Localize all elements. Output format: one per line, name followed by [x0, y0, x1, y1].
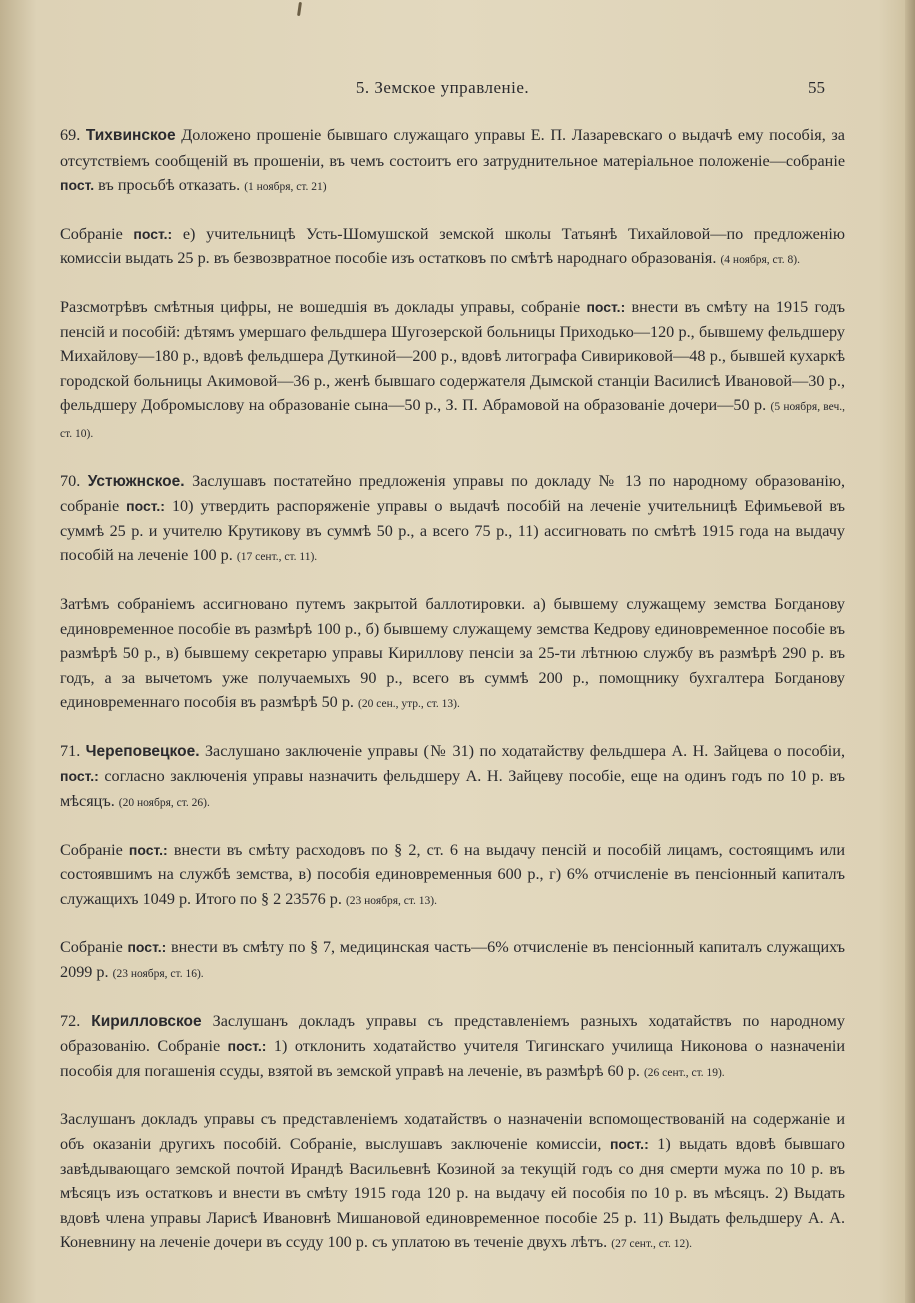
- paragraph-text: въ просьбѣ отказать.: [98, 176, 241, 195]
- paragraph-lead: Собраніе: [60, 224, 123, 243]
- paragraph-71-medical: [60, 935, 845, 986]
- session-reference: (23 ноября, ст. 16).: [112, 968, 204, 981]
- session-reference: (17 сент., ст. 11).: [236, 551, 318, 564]
- page-header: [60, 78, 825, 106]
- page-body: [60, 123, 845, 1279]
- session-reference: (23 ноября, ст. 13).: [345, 894, 437, 907]
- paragraph-text: 10) утвердить распоряженіе управы о выдачѣ пособій на леченіе учительницѣ Ефимьевой въ суммѣ 25 р. и учителю Крутикову въ суммѣ 50 р., а всего 75 р., 11) ассигновать по смѣтѣ 1915 года на выдачу пособій на леченіе 100 р.: [60, 497, 846, 565]
- session-reference: (4 ноября, ст. 8).: [720, 254, 801, 267]
- district-name: Череповецкое.: [85, 742, 200, 760]
- resolution-marker: пост.:: [227, 1038, 267, 1055]
- paragraph-text: внести въ смѣту по § 7, медицинская часть—6% отчисленіе въ пенсіонный капиталъ служащихъ 2099 р.: [60, 938, 846, 982]
- paragraph-72: [60, 1009, 845, 1086]
- paragraph-69-budget: [60, 295, 845, 447]
- session-reference: (1 ноября, ст. 21): [244, 181, 327, 194]
- paragraph-lead: Разсмотрѣвъ смѣтныя цифры, не вошедшія въ доклады управы, собраніе: [60, 297, 581, 316]
- paragraph-70: [60, 469, 845, 570]
- session-reference: (26 сент., ст. 19).: [643, 1066, 725, 1079]
- resolution-marker: пост.:: [60, 768, 99, 785]
- paragraph-text: Заслушавъ постатейно предложенія управы по докладу № 13 по народному образованію, собраніе: [60, 471, 845, 516]
- paragraph-69-e: [60, 222, 845, 273]
- session-reference: (5 ноября, веч., ст. 10).: [60, 401, 846, 440]
- paragraph-70-ballot: [60, 592, 845, 717]
- paragraph-69: [60, 123, 845, 200]
- district-name: Устюжнское.: [87, 472, 185, 490]
- paragraph-71-expenses: [60, 838, 845, 914]
- resolution-marker: пост.:: [127, 939, 167, 956]
- page-binding-shadow: [905, 0, 915, 1303]
- paragraph-text: внести въ смѣту на 1915 годъ пенсій и пособій: дѣтямъ умершаго фельдшера Шугозерской больницы Приходько—120 р., бывшему фельдшеру Михайлову—180 р., вдовѣ фельдшера Дуткиной—200 р., вдовѣ литографа Сивириковой—48 р., бывшей кухаркѣ городской больницы Акимовой—36 р., женѣ бывшаго содержателя Дымской станціи Василисѣ Ивановой—30 р., фельдшеру Добромыслову на образованіе сына—50 р., З. П. Абрамовой на образованіе дочери—50 р.: [60, 297, 845, 415]
- resolution-marker: пост.:: [586, 298, 626, 315]
- paragraph-text: е) учительницѣ Усть-Шомушской земской школы Татьянѣ Тихайловой—по предложенію комиссіи выдать 25 р. въ безвозвратное пособіе изъ остатковъ по смѣтѣ народнаго образованія.: [60, 224, 846, 268]
- paragraph-text: Затѣмъ собраніемъ ассигновано путемъ закрытой баллотировки. а) бывшему служащему земства Богданову единовременное пособіе въ размѣрѣ 100 р., б) бывшему служащему земства Кедрову единовременное пособіе въ размѣрѣ 50 р., в) бывшему секретарю управы Кириллову пенсіи за 25-ти лѣтнюю службу въ размѣрѣ 290 р. въ годъ, а за вычетомъ уже получаемыхъ 90 р., всего въ суммѣ 200 р., помощнику бухгалтера Богданову единовременнаго пособія въ размѣрѣ 50 р.: [60, 594, 845, 712]
- paragraph-text: 1) отклонить ходатайство учителя Тигинскаго училища Никонова о назначеніи пособія для погашенія ссуды, взятой въ земской управѣ на леченіе, въ размѣрѣ 60 р.: [60, 1037, 846, 1080]
- paragraph-text: Заслушанъ докладъ управы съ представленіемъ ходатайствъ о назначеніи вспомоществованій на содержаніе и объ оказаніи другихъ пособій. Собраніе, выслушавъ заключеніе комиссіи,: [60, 1110, 845, 1153]
- paragraph-text: согласно заключенія управы назначить фельдшеру А. Н. Зайцеву пособіе, еще на одинъ годъ по 10 р. въ мѣсяцъ.: [60, 767, 846, 811]
- district-name: Кирилловское: [91, 1012, 202, 1030]
- paragraph-number: 70.: [60, 471, 81, 490]
- session-reference: (27 сент., ст. 12).: [611, 1238, 692, 1251]
- paragraph-text: внести въ смѣту расходовъ по § 2, ст. 6 на выдачу пенсій и пособій лицамъ, состоящимъ или состоявшимъ на службѣ земства, в) пособія единовременныя 600 р., г) 6% отчисленіе въ пенсіонный капиталъ служащихъ 1049 р. Итого по § 2 23576 р.: [60, 840, 846, 908]
- resolution-marker: пост.:: [126, 498, 165, 515]
- district-name: Тихвинское: [85, 127, 176, 144]
- ink-mark: [297, 2, 302, 16]
- running-head: 5. Земское управленіе.: [355, 78, 530, 97]
- page-number: 55: [808, 78, 825, 97]
- paragraph-text: 1) выдать вдовѣ бывшаго завѣдывающаго земской почтой Ирандѣ Васильевнѣ Козиной за текущій годъ со дня смерти мужа по 10 р. въ мѣсяцъ изъ остатковъ и внести въ смѣту 1915 года 120 р. на выдачу ей пособія по 10 р. въ мѣсяцъ. 2) Выдать вдовѣ члена управы Ларисѣ Ивановнѣ Мишановой единовременное пособіе 25 р. 11) Выдать фельдшеру А. А. Коневнину на леченіе дочери въ ссуду 100 р. съ уплатою въ теченіе двухъ лѣтъ.: [60, 1135, 846, 1252]
- paragraph-lead: Собраніе: [60, 840, 123, 859]
- resolution-marker: пост.:: [133, 225, 173, 242]
- paragraph-number: 71.: [60, 741, 81, 760]
- resolution-marker: пост.:: [609, 1136, 649, 1152]
- resolution-marker: пост.: [60, 177, 95, 194]
- paragraph-71: [60, 739, 845, 816]
- paragraph-72-allowances: [60, 1107, 845, 1257]
- session-reference: (20 сен., утр., ст. 13).: [358, 698, 460, 711]
- paragraph-text: Доложено прошеніе бывшаго служащаго управы Е. П. Лазаревскаго о выдачѣ ему пособія, за отсутствіемъ сообщеній въ прошеніи, въ чемъ состоитъ его затруднительное матеріальное положеніе—собраніе: [60, 126, 845, 170]
- session-reference: (20 ноября, ст. 26).: [118, 797, 210, 810]
- paragraph-number: 72.: [60, 1011, 81, 1030]
- paragraph-number: 69.: [60, 126, 81, 144]
- paragraph-text: Заслушанъ докладъ управы съ представленіемъ разныхъ ходатайствъ по народному образованію. Собраніе: [60, 1011, 846, 1056]
- paragraph-lead: Собраніе: [60, 938, 123, 957]
- paragraph-text: Заслушано заключеніе управы (№ 31) по ходатайству фельдшера А. Н. Зайцева о пособіи,: [204, 741, 845, 760]
- resolution-marker: пост.:: [128, 841, 168, 858]
